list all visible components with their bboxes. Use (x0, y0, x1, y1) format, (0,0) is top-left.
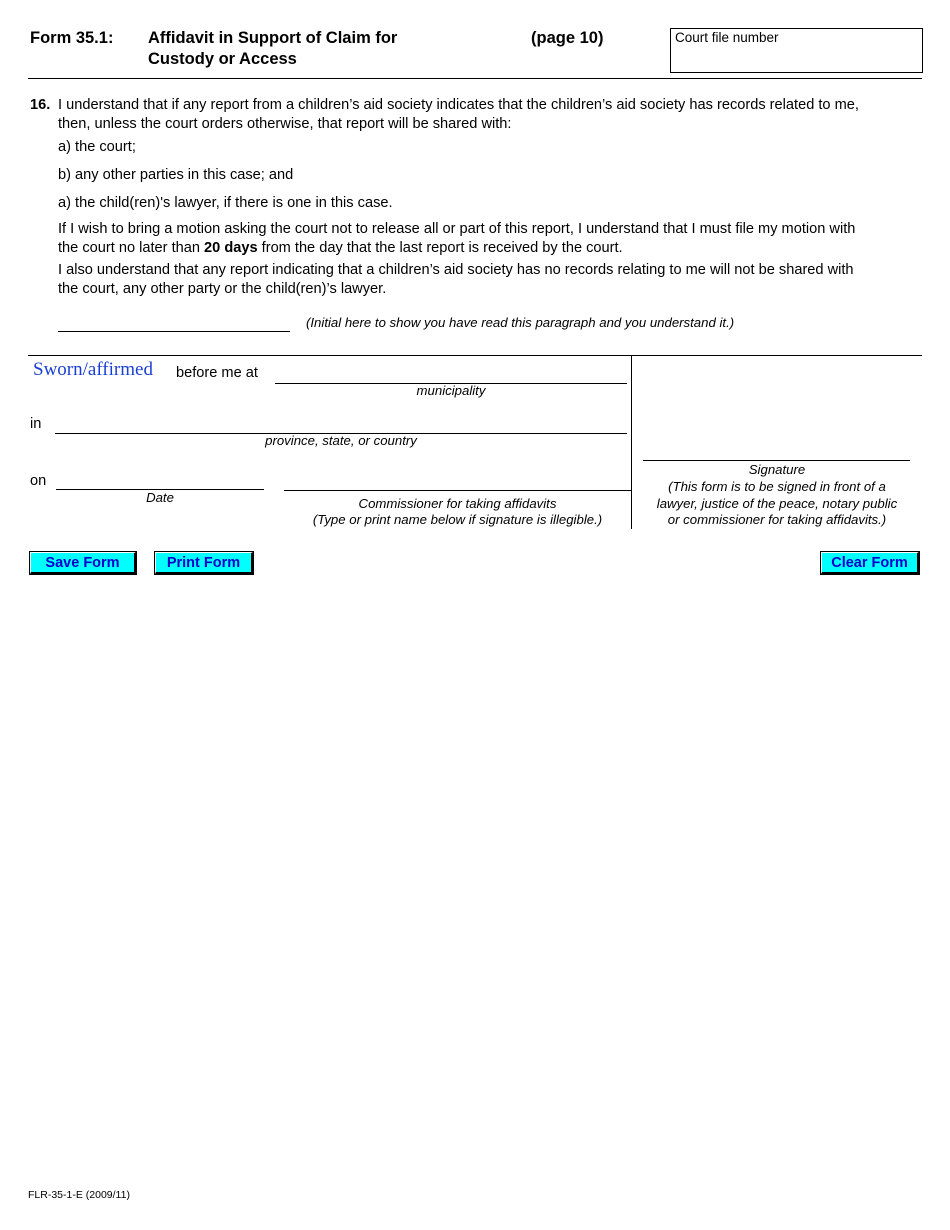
municipality-field[interactable] (275, 366, 627, 384)
before-me-at-label: before me at (176, 365, 258, 381)
no-record-text-line1: I also understand that any report indicating that a children’s aid society has no records relating to me will not be shared with (58, 262, 854, 278)
in-label: in (30, 416, 42, 432)
commissioner-note: (Type or print name below if signature is illegible.) (312, 512, 603, 527)
province-caption: province, state, or country (265, 433, 417, 448)
page-number: (page 10) (531, 29, 604, 47)
province-field[interactable] (55, 416, 627, 434)
form-number: Form 35.1: (30, 29, 114, 47)
motion-text-pre: the court no later than (58, 240, 205, 256)
court-file-number-label: Court file number (675, 30, 779, 45)
signature-note-line1: (This form is to be signed in front of a (668, 479, 886, 494)
date-caption: Date (146, 490, 174, 505)
form-title-line2: Custody or Access (148, 50, 297, 68)
jurat-top-border (28, 355, 922, 356)
list-item: a) the child(ren)'s lawyer, if there is one in this case. (58, 195, 393, 211)
paragraph-intro-line2: then, unless the court orders otherwise, that report will be shared with: (58, 116, 512, 132)
commissioner-caption: Commissioner for taking affidavits (358, 496, 557, 511)
signature-note-line3: or commissioner for taking affidavits.) (667, 512, 887, 527)
motion-text-line1: If I wish to bring a motion asking the court not to release all or part of this report, I understand that I must file my motion with (58, 221, 856, 237)
motion-text-line2 (58, 239, 623, 258)
list-item: b) any other parties in this case; and (58, 167, 294, 183)
on-label: on (30, 473, 47, 489)
signature-caption: Signature (748, 462, 806, 477)
clear-form-button[interactable]: Clear Form (821, 552, 919, 574)
paragraph-number: 16. (30, 97, 51, 113)
paragraph-intro-line1: I understand that if any report from a children’s aid society indicates that the children’s aid society has records related to me, (58, 97, 859, 113)
initial-field[interactable] (58, 313, 290, 332)
commissioner-signature-line (284, 490, 631, 491)
print-form-button[interactable]: Print Form (155, 552, 253, 574)
save-form-button[interactable]: Save Form (30, 552, 136, 574)
form-code: FLR-35-1-E (2009/11) (28, 1189, 130, 1201)
header-divider (28, 78, 922, 79)
form-title-line1: Affidavit in Support of Claim for (148, 29, 398, 47)
no-record-text-line2: the court, any other party or the child(ren)’s lawyer. (58, 281, 387, 297)
signature-note-line2: lawyer, justice of the peace, notary public (656, 496, 898, 511)
signature-line (643, 460, 910, 461)
motion-deadline: 20 days (204, 240, 258, 256)
date-field[interactable] (56, 472, 264, 490)
municipality-caption: municipality (416, 383, 486, 398)
list-item: a) the court; (58, 139, 136, 155)
court-file-number-box[interactable] (670, 28, 923, 73)
sworn-affirmed-select[interactable]: Sworn/affirmed (33, 359, 153, 380)
initial-caption: (Initial here to show you have read this paragraph and you understand it.) (306, 315, 735, 330)
motion-text-post: from the day that the last report is received by the court. (257, 240, 623, 256)
